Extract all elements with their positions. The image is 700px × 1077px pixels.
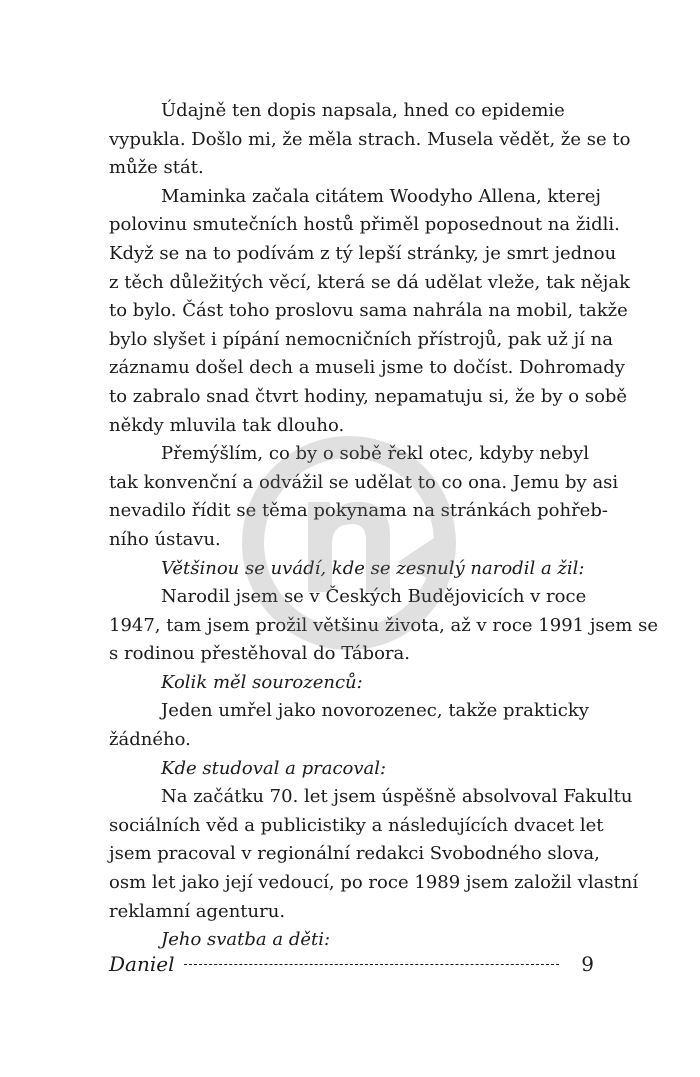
page-footer [109,952,594,976]
text-line: Jeden umřel jako novorozenec, takže prakticky [161,700,589,722]
text-line: Většinou se uvádí, kde se zesnulý narodil a žil: [161,557,585,579]
page-number: 9 [581,952,594,976]
text-line: to bylo. Část toho proslovu sama nahrála na mobil, takže [109,300,628,322]
footer-dashed-rule [184,964,559,965]
text-line: Na začátku 70. let jsem úspěšně absolvoval Fakultu [161,786,633,808]
text-line: někdy mluvila tak dlouho. [109,414,345,436]
text-line: záznamu došel dech a museli jsme to dočíst. Dohromady [109,357,625,379]
section-prompt [109,755,609,784]
text-line: může stát. [109,157,204,179]
text-line: jsem pracoval v regionální redakci Svobodného slova, [109,843,600,865]
text-line: to zabralo snad čtvrt hodiny, nepamatuju si, že by o sobě [109,385,628,407]
paragraph [109,697,609,754]
text-line: Kolik měl sourozenců: [161,671,363,693]
text-line: Když se na to podívám z tý lepší stránky, je smrt jednou [109,242,617,264]
text-line: polovinu smutečních hostů přiměl poposednout na židli. [109,214,620,236]
text-line: nevadilo řídit se těma pokynama na stránkách pohřeb- [109,500,608,522]
text-line: Maminka začala citátem Woodyho Allena, kterej [161,185,602,207]
text-line: Údajně ten dopis napsala, hned co epidemie [161,100,565,121]
text-line: s rodinou přestěhoval do Tábora. [109,643,410,665]
body-text [109,97,658,955]
running-title: Daniel [109,952,175,976]
text-line: bylo slyšet i pípání nemocničních přístrojů, pak už jí na [109,328,613,350]
section-prompt [109,926,609,955]
text-line: reklamní agenturu. [109,900,286,922]
text-line: osm let jako její vedoucí, po roce 1989 jsem založil vlastní [109,872,639,894]
text-line: Jeho svatba a děti: [161,929,331,951]
text-line: tak konvenční a odvážil se udělat to co ona. Jemu by asi [109,471,619,493]
paragraph [109,97,631,183]
text-line: ního ústavu. [109,528,221,550]
paragraph [109,440,619,554]
text-line: Narodil jsem se v Českých Budějovicích v roce [161,586,587,608]
text-line: sociálních věd a publicistiky a následujících dvacet let [109,814,604,836]
paragraph [109,183,631,440]
section-prompt [109,555,609,584]
text-line: vypukla. Došlo mi, že měla strach. Musela vědět, že se to [109,128,631,150]
paragraph [109,783,639,926]
paragraph [109,583,658,669]
text-line: Kde studoval a pracoval: [161,757,387,779]
text-line: žádného. [109,729,191,751]
text-line: Přemýšlím, co by o sobě řekl otec, kdyby nebyl [161,443,590,465]
text-line: 1947, tam jsem prožil většinu života, až v roce 1991 jsem se [109,614,658,636]
section-prompt [109,669,609,698]
text-line: z těch důležitých věcí, která se dá udělat vleže, tak nějak [109,271,631,293]
